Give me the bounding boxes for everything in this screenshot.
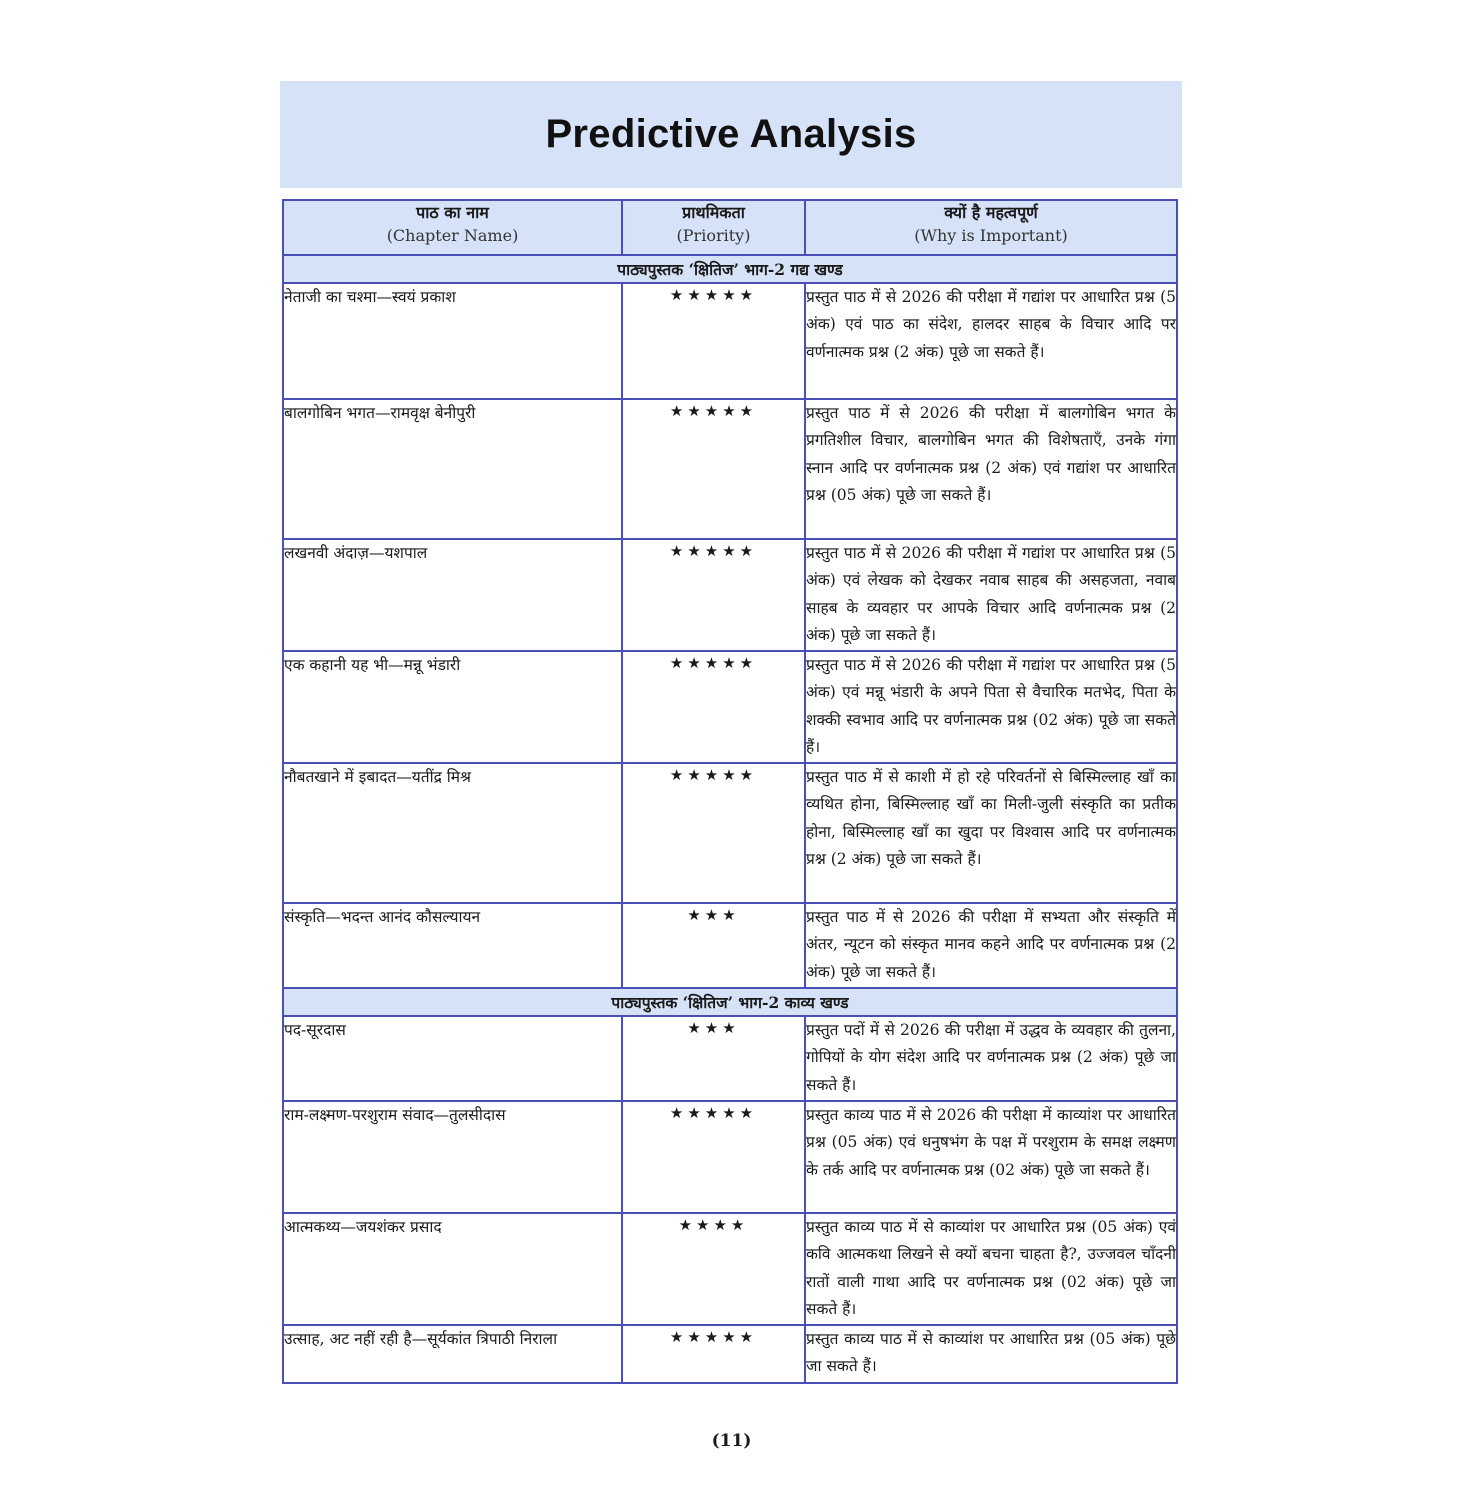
importance-text: प्रस्तुत पाठ में से 2026 की परीक्षा में गद्यांश पर आधारित प्रश्न (5 अंक) एवं लेखक को देखकर नवाब साहब की असहजता, नवाब साहब के व्यवहार पर आपके विचार आदि वर्णनात्मक प्रश्न (2 अंक) पूछे जा सकते हैं।	[805, 539, 1177, 651]
chapter-name: नौबतखाने में इबादत—यतींद्र मिश्र	[283, 763, 622, 903]
importance-text: प्रस्तुत पाठ में से 2026 की परीक्षा में सभ्यता और संस्कृति में अंतर, न्यूटन को संस्कृत मानव कहने आदि पर वर्णनात्मक प्रश्न (2 अंक) पूछे जा सकते हैं।	[805, 903, 1177, 988]
column-header-chapter-en: (Chapter Name)	[386, 226, 519, 245]
importance-text: प्रस्तुत पदों में से 2026 की परीक्षा में उद्धव के व्यवहार की तुलना, गोपियों के योग संदेश आदि पर वर्णनात्मक प्रश्न (2 अंक) पूछे जा सकते हैं।	[805, 1016, 1177, 1101]
table-row	[283, 651, 1177, 763]
predictive-analysis-table	[282, 199, 1178, 1384]
importance-text: प्रस्तुत पाठ में से 2026 की परीक्षा में गद्यांश पर आधारित प्रश्न (5 अंक) एवं मन्नू भंडारी के अपने पिता से वैचारिक मतभेद, पिता के शक्की स्वभाव आदि पर वर्णनात्मक प्रश्न (02 अंक) पूछे जा सकते हैं।	[805, 651, 1177, 763]
column-header-chapter-hi: पाठ का नाम	[416, 203, 489, 222]
priority-stars: ★★★★★	[622, 283, 805, 399]
table-row	[283, 1101, 1177, 1213]
column-header-priority	[622, 200, 805, 255]
priority-stars: ★★★★★	[622, 651, 805, 763]
column-header-why-en: (Why is Important)	[914, 226, 1068, 245]
table-row	[283, 1213, 1177, 1325]
section-title: पाठ्यपुस्तक ‘क्षितिज’ भाग-2 गद्य खण्ड	[283, 255, 1177, 283]
table-row	[283, 1325, 1177, 1383]
section-row-prose	[283, 255, 1177, 283]
column-header-priority-hi: प्राथमिकता	[682, 203, 745, 222]
importance-text: प्रस्तुत पाठ में से 2026 की परीक्षा में बालगोबिन भगत के प्रगतिशील विचार, बालगोबिन भगत की विशेषताएँ, उनके गंगा स्नान आदि पर वर्णनात्मक प्रश्न (2 अंक) एवं गद्यांश पर आधारित प्रश्न (05 अंक) पूछे जा सकते हैं।	[805, 399, 1177, 539]
chapter-name: संस्कृति—भदन्त आनंद कौसल्यायन	[283, 903, 622, 988]
priority-stars: ★★★	[622, 1016, 805, 1101]
chapter-name: पद-सूरदास	[283, 1016, 622, 1101]
priority-stars: ★★★★★	[622, 399, 805, 539]
priority-stars: ★★★★★	[622, 539, 805, 651]
section-row-poetry	[283, 988, 1177, 1016]
importance-text: प्रस्तुत काव्य पाठ में से 2026 की परीक्षा में काव्यांश पर आधारित प्रश्न (05 अंक) एवं धनुषभंग के पक्ष में परशुराम के समक्ष लक्ष्मण के तर्क आदि पर वर्णनात्मक प्रश्न (02 अंक) पूछे जा सकते हैं।	[805, 1101, 1177, 1213]
chapter-name: बालगोबिन भगत—रामवृक्ष बेनीपुरी	[283, 399, 622, 539]
section-title: पाठ्यपुस्तक ‘क्षितिज’ भाग-2 काव्य खण्ड	[283, 988, 1177, 1016]
column-header-why	[805, 200, 1177, 255]
table-row	[283, 763, 1177, 903]
chapter-name: उत्साह, अट नहीं रही है—सूर्यकांत त्रिपाठी निराला	[283, 1325, 622, 1383]
importance-text: प्रस्तुत काव्य पाठ में से काव्यांश पर आधारित प्रश्न (05 अंक) एवं कवि आत्मकथा लिखने से क्यों बचना चाहता है?, उज्जवल चाँदनी रातों वाली गाथा आदि पर वर्णनात्मक प्रश्न (02 अंक) पूछे जा सकते हैं।	[805, 1213, 1177, 1325]
importance-text: प्रस्तुत पाठ में से 2026 की परीक्षा में गद्यांश पर आधारित प्रश्न (5 अंक) एवं पाठ का संदेश, हालदर साहब के विचार आदि पर वर्णनात्मक प्रश्न (2 अंक) पूछे जा सकते हैं।	[805, 283, 1177, 399]
chapter-name: आत्मकथ्य—जयशंकर प्रसाद	[283, 1213, 622, 1325]
table-row	[283, 283, 1177, 399]
chapter-name: लखनवी अंदाज़—यशपाल	[283, 539, 622, 651]
table-row	[283, 903, 1177, 988]
title-banner	[280, 81, 1182, 188]
priority-stars: ★★★★★	[622, 1325, 805, 1383]
table-row	[283, 539, 1177, 651]
column-header-chapter	[283, 200, 622, 255]
chapter-name: राम-लक्ष्मण-परशुराम संवाद—तुलसीदास	[283, 1101, 622, 1213]
column-header-why-hi: क्यों है महत्वपूर्ण	[944, 203, 1038, 222]
page-title: Predictive Analysis	[545, 112, 917, 156]
page-number: (11)	[711, 1431, 752, 1451]
importance-text: प्रस्तुत पाठ में से काशी में हो रहे परिवर्तनों से बिस्मिल्लाह खाँ का व्यथित होना, बिस्मिल्लाह खाँ का मिली-जुली संस्कृति का प्रतीक होना, बिस्मिल्लाह खाँ का खुदा पर विश्वास आदि पर वर्णनात्मक प्रश्न (2 अंक) पूछे जा सकते हैं।	[805, 763, 1177, 903]
priority-stars: ★★★★	[622, 1213, 805, 1325]
priority-stars: ★★★★★	[622, 1101, 805, 1213]
table-row	[283, 399, 1177, 539]
chapter-name: नेताजी का चश्मा—स्वयं प्रकाश	[283, 283, 622, 399]
chapter-name: एक कहानी यह भी—मन्नू भंडारी	[283, 651, 622, 763]
table-row	[283, 1016, 1177, 1101]
priority-stars: ★★★	[622, 903, 805, 988]
priority-stars: ★★★★★	[622, 763, 805, 903]
column-header-priority-en: (Priority)	[676, 226, 751, 245]
importance-text: प्रस्तुत काव्य पाठ में से काव्यांश पर आधारित प्रश्न (05 अंक) पूछे जा सकते हैं।	[805, 1325, 1177, 1383]
table-header-row	[283, 200, 1177, 255]
